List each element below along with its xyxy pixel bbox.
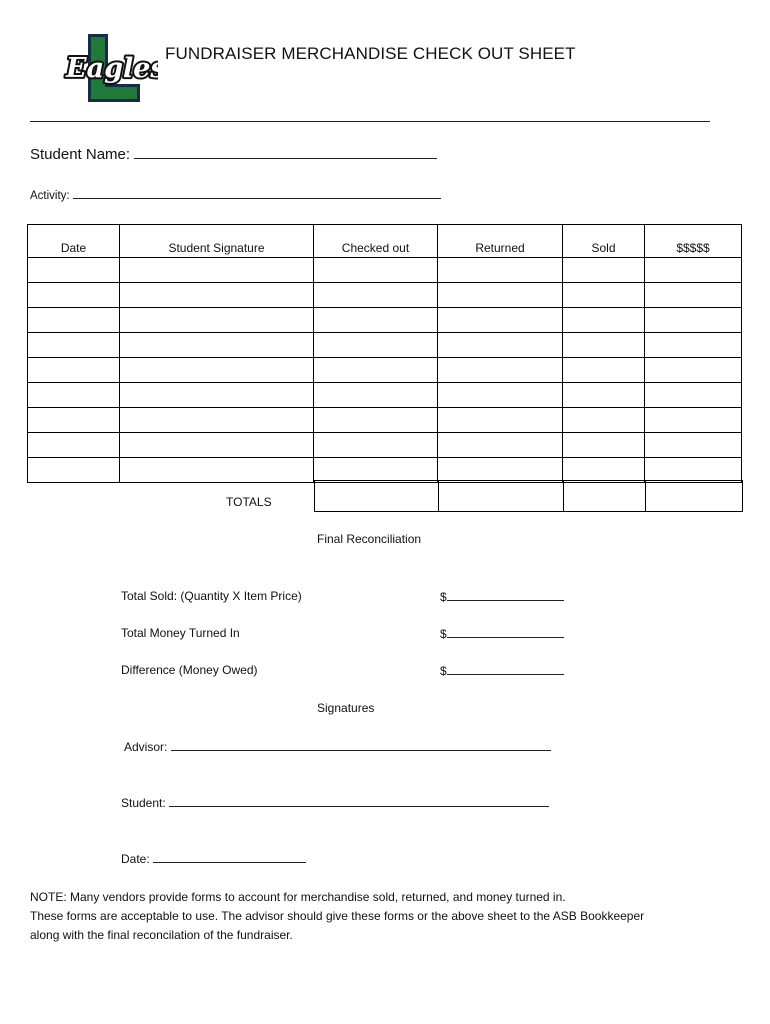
dollars-cell[interactable] xyxy=(645,433,742,458)
dollar-sign: $ xyxy=(440,590,447,604)
date-cell[interactable] xyxy=(28,433,120,458)
advisor-label: Advisor: xyxy=(124,740,168,754)
amount-line[interactable] xyxy=(447,589,564,601)
sold-cell[interactable] xyxy=(563,433,645,458)
amount-line[interactable] xyxy=(447,626,564,638)
returned-cell[interactable] xyxy=(438,383,563,408)
note-line: along with the final reconcilation of the fundraiser. xyxy=(30,928,293,942)
student-name-label: Student Name: xyxy=(30,146,131,163)
date-line[interactable] xyxy=(153,851,306,863)
col-student-signature: Student Signature xyxy=(120,225,314,258)
advisor-signature-field[interactable] xyxy=(124,739,551,754)
activity-field[interactable] xyxy=(30,189,441,202)
totals-label: TOTALS xyxy=(226,495,272,509)
table-row xyxy=(28,408,742,433)
col-checked-out: Checked out xyxy=(314,225,438,258)
checked-out-cell[interactable] xyxy=(314,308,438,333)
table-row xyxy=(28,358,742,383)
returned-cell[interactable] xyxy=(438,333,563,358)
checked-out-cell[interactable] xyxy=(314,333,438,358)
table-row xyxy=(28,308,742,333)
totals-dollars-cell[interactable] xyxy=(646,481,743,512)
note-block xyxy=(30,888,750,945)
table-header-row xyxy=(28,225,742,258)
date-label: Date: xyxy=(121,852,150,866)
activity-line[interactable] xyxy=(73,189,441,199)
eagles-logo xyxy=(62,32,158,104)
note-line: NOTE: Many vendors provide forms to account for merchandise sold, returned, and money turned in. xyxy=(30,890,566,904)
money-turned-in-amount[interactable] xyxy=(440,626,564,641)
student-name-field[interactable] xyxy=(30,146,437,163)
table-row xyxy=(28,433,742,458)
checkout-table xyxy=(27,224,742,483)
signature-cell[interactable] xyxy=(120,358,314,383)
date-cell[interactable] xyxy=(28,358,120,383)
checked-out-cell[interactable] xyxy=(314,458,438,483)
student-signature-line[interactable] xyxy=(169,795,549,807)
totals-returned-cell[interactable] xyxy=(439,481,564,512)
checked-out-cell[interactable] xyxy=(314,383,438,408)
table-row xyxy=(28,458,742,483)
dollar-sign: $ xyxy=(440,627,447,641)
col-returned: Returned xyxy=(438,225,563,258)
signature-cell[interactable] xyxy=(120,308,314,333)
totals-sold-cell[interactable] xyxy=(564,481,646,512)
dollars-cell[interactable] xyxy=(645,408,742,433)
returned-cell[interactable] xyxy=(438,283,563,308)
table-row xyxy=(28,333,742,358)
date-cell[interactable] xyxy=(28,383,120,408)
signature-cell[interactable] xyxy=(120,283,314,308)
returned-cell[interactable] xyxy=(438,408,563,433)
difference-amount[interactable] xyxy=(440,663,564,678)
returned-cell[interactable] xyxy=(438,358,563,383)
signature-cell[interactable] xyxy=(120,458,314,483)
totals-row xyxy=(314,480,743,512)
sold-cell[interactable] xyxy=(563,283,645,308)
dollars-cell[interactable] xyxy=(645,358,742,383)
logo-wordmark: Eagles xyxy=(66,53,158,84)
checked-out-cell[interactable] xyxy=(314,283,438,308)
date-cell[interactable] xyxy=(28,308,120,333)
returned-cell[interactable] xyxy=(438,433,563,458)
top-rule xyxy=(30,121,710,122)
sold-cell[interactable] xyxy=(563,333,645,358)
advisor-signature-line[interactable] xyxy=(171,739,551,751)
checked-out-cell[interactable] xyxy=(314,358,438,383)
col-sold: Sold xyxy=(563,225,645,258)
student-label: Student: xyxy=(121,796,166,810)
date-cell[interactable] xyxy=(28,458,120,483)
dollars-cell[interactable] xyxy=(645,283,742,308)
date-field[interactable] xyxy=(121,851,306,866)
signature-cell[interactable] xyxy=(120,433,314,458)
sold-cell[interactable] xyxy=(563,258,645,283)
dollars-cell[interactable] xyxy=(645,383,742,408)
sold-cell[interactable] xyxy=(563,383,645,408)
dollar-sign: $ xyxy=(440,664,447,678)
totals-checked-out-cell[interactable] xyxy=(315,481,439,512)
page-title: FUNDRAISER MERCHANDISE CHECK OUT SHEET xyxy=(165,44,576,63)
signature-cell[interactable] xyxy=(120,408,314,433)
final-reconciliation-heading: Final Reconciliation xyxy=(317,532,422,546)
sold-cell[interactable] xyxy=(563,458,645,483)
difference-label: Difference (Money Owed) xyxy=(121,663,258,677)
note-line: These forms are acceptable to use. The advisor should give these forms or the above sheet to the ASB Bookkeeper xyxy=(30,909,645,923)
total-sold-label: Total Sold: (Quantity X Item Price) xyxy=(121,589,302,603)
sold-cell[interactable] xyxy=(563,308,645,333)
sold-cell[interactable] xyxy=(563,408,645,433)
amount-line[interactable] xyxy=(447,663,564,675)
table-row xyxy=(28,383,742,408)
signature-cell[interactable] xyxy=(120,258,314,283)
dollars-cell[interactable] xyxy=(645,308,742,333)
date-cell[interactable] xyxy=(28,258,120,283)
returned-cell[interactable] xyxy=(438,458,563,483)
signature-cell[interactable] xyxy=(120,333,314,358)
checked-out-cell[interactable] xyxy=(314,258,438,283)
date-cell[interactable] xyxy=(28,333,120,358)
date-cell[interactable] xyxy=(28,408,120,433)
student-signature-field[interactable] xyxy=(121,795,549,810)
table-row xyxy=(28,283,742,308)
col-date: Date xyxy=(28,225,120,258)
table-row xyxy=(28,258,742,283)
sold-cell[interactable] xyxy=(563,358,645,383)
activity-label: Activity: xyxy=(30,190,70,202)
checked-out-cell[interactable] xyxy=(314,433,438,458)
signature-cell[interactable] xyxy=(120,383,314,408)
col-dollars: $$$$$ xyxy=(645,225,742,258)
student-name-line[interactable] xyxy=(134,146,437,159)
dollars-cell[interactable] xyxy=(645,258,742,283)
total-sold-amount[interactable] xyxy=(440,589,564,604)
returned-cell[interactable] xyxy=(438,308,563,333)
money-turned-in-label: Total Money Turned In xyxy=(121,626,240,640)
dollars-cell[interactable] xyxy=(645,458,742,483)
checked-out-cell[interactable] xyxy=(314,408,438,433)
date-cell[interactable] xyxy=(28,283,120,308)
returned-cell[interactable] xyxy=(438,258,563,283)
signatures-heading: Signatures xyxy=(317,701,375,715)
dollars-cell[interactable] xyxy=(645,333,742,358)
